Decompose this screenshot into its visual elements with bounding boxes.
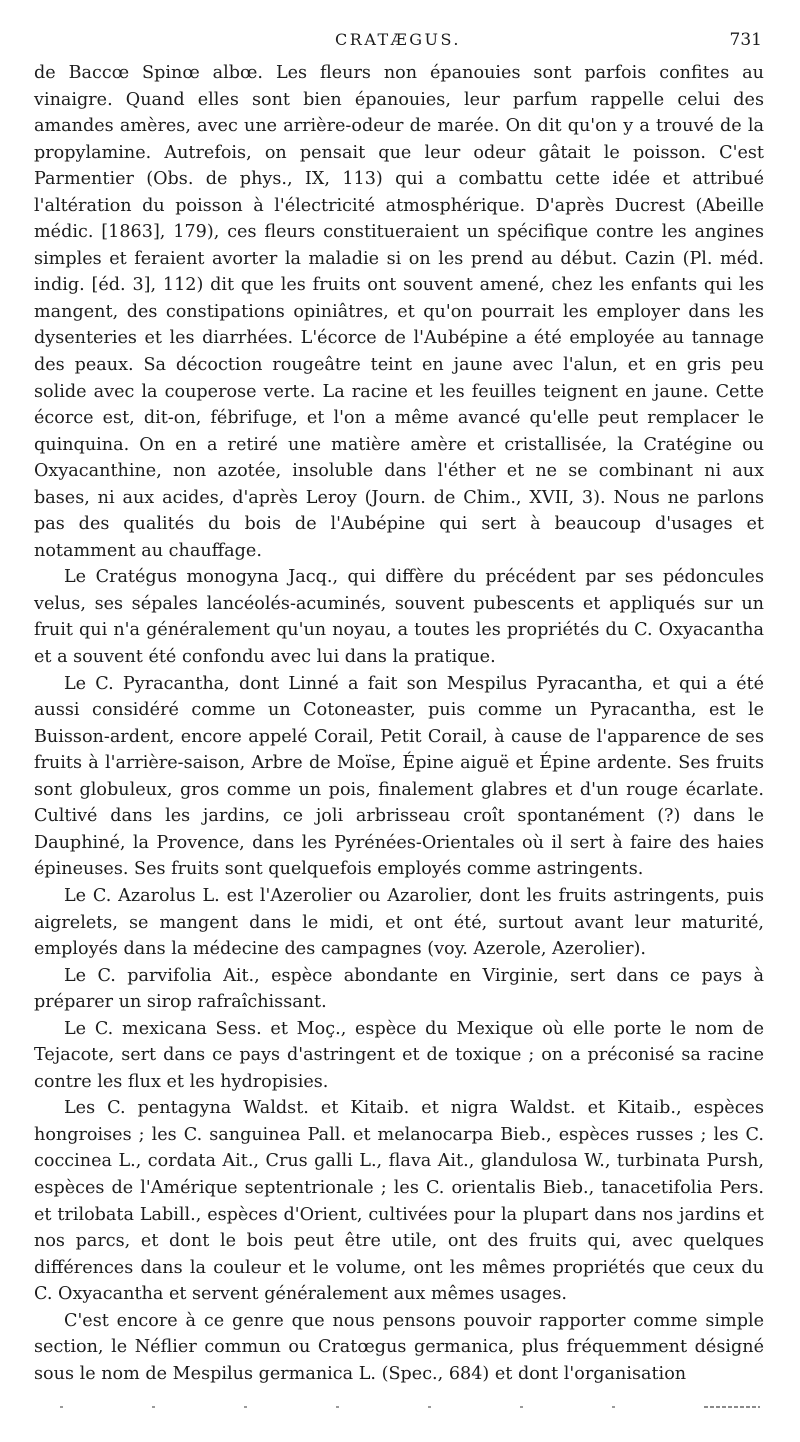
running-title: CRATÆGUS. <box>335 30 461 49</box>
body-text <box>34 60 764 1387</box>
paragraph-parvifolia: Le C. parvifolia Ait., espèce abondante en Virginie, sert dans ce pays à préparer un sirop rafraîchissant. <box>34 965 764 1013</box>
print-mark <box>520 1406 523 1408</box>
print-mark <box>336 1406 339 1408</box>
print-mark <box>152 1406 155 1408</box>
print-mark <box>612 1406 615 1408</box>
paragraph-other-species: Les C. pentagyna Waldst. et Kitaib. et nigra Waldst. et Kitaib., espèces hongroises ; les C. sanguinea Pall. et melanocarpa Bieb., espèces russes ; les C. coccinea L., cordata Ait., Crus galli L., flava Ait., glandulosa W., turbinata Pursh, espèces de l'Amérique septentrionale ; les C. orientalis Bieb., tanacetifolia Pers. et trilobata Labill., espèces d'Orient, cultivées pour la plupart dans nos jardins et nos parcs, et dont le bois peut être utile, ont des fruits qui, avec quelques différences dans la couleur et le volume, ont les mêmes propriétés que ceux du C. Oxyacantha et servent généralement aux mêmes usages. <box>34 1098 764 1305</box>
paragraph-mexicana: Le C. mexicana Sess. et Moç., espèce du Mexique où elle porte le nom de Tejacote, sert dans ce pays d'astringent et de toxique ; on a préconisé sa racine contre les flux et les hydropisies. <box>34 1018 764 1092</box>
print-mark <box>60 1406 63 1408</box>
paragraph-aubepine-uses: de Baccœ Spinœ albœ. Les fleurs non épanouies sont parfois confites au vinaigre. Quand elles sont bien épanouies, leur parfum rappelle celui des amandes amères, avec une arrière-odeur de marée. On dit qu'on y a trouvé de la propylamine. Autrefois, on pensait que leur odeur gâtait le poisson. C'est Parmentier (Obs. de phys., IX, 113) qui a combattu cette idée et attribué l'altération du poisson à l'électricité atmosphérique. D'après Ducrest (Abeille médic. [1863], 179), ces fleurs constitueraient un spécifique contre les angines simples et feraient avorter la maladie si on les prend au début. Cazin (Pl. méd. indig. [éd. 3], 112) dit que les fruits ont souvent amené, chez les enfants qui les mangent, des constipations opiniâtres, et qu'on pourrait les employer dans les dysenteries et les diarrhées. L'écorce de l'Aubépine a été employée au tannage des peaux. Sa décoction rougeâtre teint en jaune avec l'alun, et en gris peu solide avec la couperose verte. La racine et les feuilles teignent en jaune. Cette écorce est, dit-on, fébrifuge, et l'on a même avancé qu'elle peut remplacer le quinquina. On en a retiré une matière amère et cristallisée, la Cratégine ou Oxyacanthine, non azotée, insoluble dans l'éther et ne se combinant ni aux bases, ni aux acides, d'après Leroy (Journ. de Chim., XVII, 3). Nous ne parlons pas des qualités du bois de l'Aubépine qui sert à beaucoup d'usages et notamment au chauffage. <box>34 63 764 561</box>
paragraph-monogyna: Le Cratégus monogyna Jacq., qui diffère du précédent par ses pédoncules velus, ses sépales lancéolés-acuminés, souvent pubescents et appliqués sur un fruit qui n'a généralement qu'un noyau, a toutes les propriétés du C. Oxyacantha et a souvent été confondu avec lui dans la pratique. <box>34 567 764 668</box>
running-head <box>34 30 762 56</box>
page-bottom-marks <box>60 1404 760 1410</box>
page-number: 731 <box>729 30 762 50</box>
print-mark <box>428 1406 431 1408</box>
print-mark <box>244 1406 247 1408</box>
paragraph-azarolus: Le C. Azarolus L. est l'Azerolier ou Azarolier, dont les fruits astringents, puis aigrelets, se mangent dans le midi, et ont été, surtout avant leur maturité, employés dans la médecine des campagnes (voy. Azerole, Azerolier). <box>34 885 764 960</box>
paragraph-neflier: C'est encore à ce genre que nous pensons pouvoir rapporter comme simple section, le Néflier commun ou Cratœgus germanica, plus fréquemment désigné sous le nom de Mespilus germanica L. (Spec., 684) et dont l'organisation <box>34 1310 764 1384</box>
paragraph-pyracantha: Le C. Pyracantha, dont Linné a fait son Mespilus Pyracantha, et qui a été aussi considéré comme un Cotoneaster, puis comme un Pyracantha, est le Buisson-ardent, encore appelé Corail, Petit Corail, à cause de l'apparence de ses fruits à l'arrière-saison, Arbre de Moïse, Épine aiguë et Épine ardente. Ses fruits sont globuleux, gros comme un pois, finalement glabres et d'un rouge écarlate. Cultivé dans les jardins, ce joli arbrisseau croît spontanément (?) dans le Dauphiné, la Provence, dans les Pyrénées-Orientales où il sert à faire des haies épineuses. Ses fruits sont quelquefois employés comme astringents. <box>34 673 764 880</box>
print-mark <box>704 1406 760 1408</box>
